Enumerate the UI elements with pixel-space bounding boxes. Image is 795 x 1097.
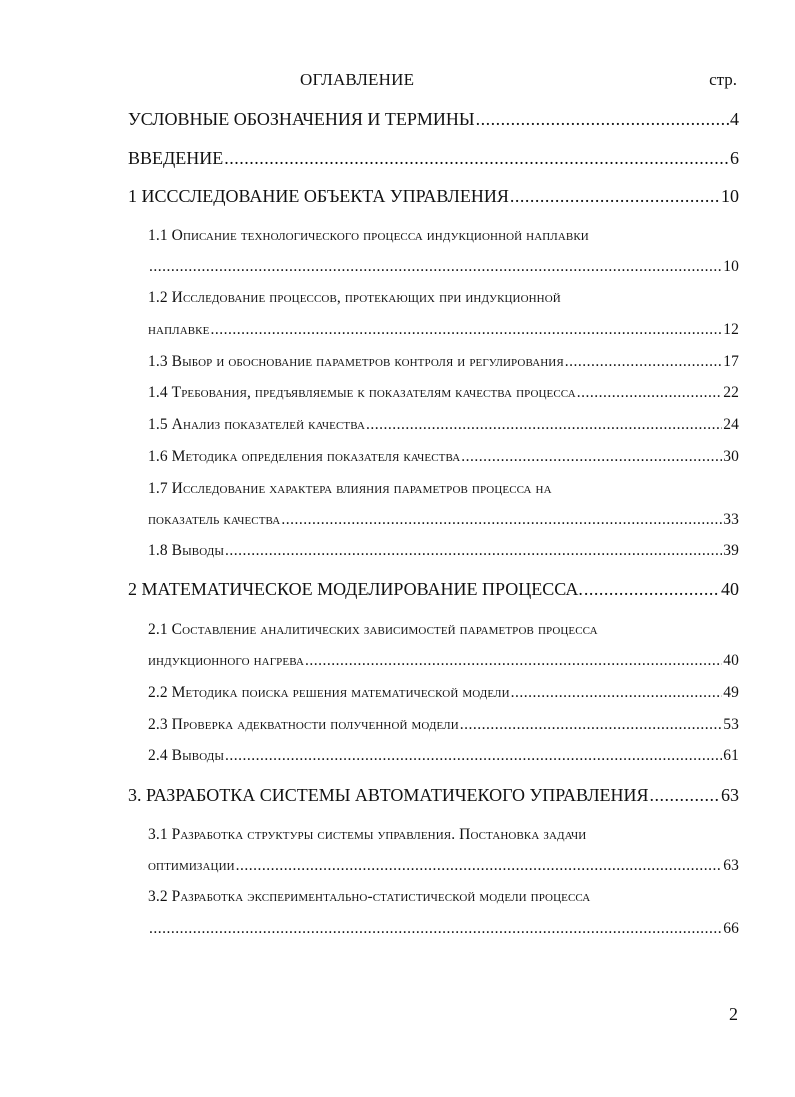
dot-leader: [225, 747, 722, 765]
dot-leader: [236, 857, 723, 875]
toc-entry-text: 1.4 Требования, предъявляемые к показателям качества процесса: [148, 384, 576, 401]
toc-entry-text: 2.1 Составление аналитических зависимостей параметров процесса: [148, 621, 598, 638]
toc-entry-text: 1.3 Выбор и обоснование параметров контроля и регулирования: [148, 353, 564, 370]
dot-leader: [305, 652, 722, 670]
toc-entry-page: 6: [730, 148, 739, 168]
toc-entry-page: 22: [723, 384, 739, 401]
dot-leader: [476, 109, 729, 130]
toc-title: ОГЛАВЛЕНИЕ: [300, 70, 415, 89]
dot-leader: [511, 684, 723, 702]
toc-entry-text-cont: показатель качества: [148, 511, 281, 528]
toc-entry: [148, 857, 739, 875]
toc-entry-page: 63: [721, 785, 739, 805]
page-column-label: стр.: [709, 70, 737, 89]
toc-entry-text: УСЛОВНЫЕ ОБОЗНАЧЕНИЯ И ТЕРМИНЫ: [128, 109, 475, 129]
dot-leader: [149, 258, 722, 276]
dot-leader: [149, 920, 722, 938]
toc-entry: [148, 684, 739, 702]
toc-entry-text: 1.5 Анализ показателей качества: [148, 416, 366, 433]
toc-entry-page: 17: [723, 353, 739, 370]
dot-leader: [225, 542, 722, 560]
toc-entry-text: 2 МАТЕМАТИЧЕСКОЕ МОДЕЛИРОВАНИЕ ПРОЦЕССА.: [128, 579, 583, 599]
toc-entry-text: 2.4 Выводы: [148, 747, 225, 764]
toc-entry-page: 49: [723, 684, 739, 701]
dot-leader: [281, 511, 722, 529]
toc-entry-text: 1 ИСССЛЕДОВАНИЕ ОБЪЕКТА УПРАВЛЕНИЯ: [128, 186, 509, 206]
dot-leader: [650, 785, 720, 806]
toc-entry: [148, 353, 739, 371]
toc-entry-page: 24: [723, 416, 739, 433]
toc-entry: [148, 321, 739, 339]
dot-leader: [577, 384, 723, 402]
toc-entry-page: 10: [721, 186, 739, 206]
toc-entry-text: 2.2 Методика поиска решения математической модели: [148, 684, 510, 701]
toc-entry: [128, 785, 739, 806]
toc-entry-text: 1.2 Исследование процессов, протекающих при индукционной: [148, 289, 561, 306]
toc-entry: [148, 511, 739, 529]
dot-leader: [510, 186, 720, 207]
toc-entry: [148, 652, 739, 670]
toc-entry: [148, 542, 739, 560]
dot-leader: [565, 353, 723, 371]
toc-entry-page: 33: [723, 511, 739, 528]
toc-entry: [128, 148, 739, 169]
toc-entry-text-cont: индукционного нагрева: [148, 652, 304, 669]
toc-entry-text: ВВЕДЕНИЕ: [128, 148, 224, 168]
toc-entry-text-cont: наплавке: [148, 321, 210, 338]
toc-entry-page: 40: [721, 579, 739, 599]
page-number: 2: [729, 1004, 738, 1024]
toc-entry: [148, 747, 739, 765]
dot-leader: [460, 716, 723, 734]
toc-entry-text-cont: оптимизации: [148, 857, 235, 874]
toc-entry-text: 3. РАЗРАБОТКА СИСТЕМЫ АВТОМАТИЧЕКОГО УПРАВЛЕНИЯ: [128, 785, 649, 805]
toc-entry: [148, 258, 739, 276]
toc-entry: [148, 448, 739, 466]
toc-entry-page: 53: [723, 716, 739, 733]
toc-entry-page: 66: [723, 920, 739, 937]
dot-leader: [224, 148, 729, 169]
toc-entry: [128, 579, 739, 600]
dot-leader: [584, 579, 720, 600]
toc-entry: [128, 109, 739, 130]
toc-entry: [128, 186, 739, 207]
toc-entry: [148, 716, 739, 734]
toc-entry-page: 39: [723, 542, 739, 559]
toc-entry: [148, 920, 739, 938]
toc-entry-text: 1.8 Выводы: [148, 542, 225, 559]
toc-entry-page: 4: [730, 109, 739, 129]
toc-entry-text: 3.1 Разработка структуры системы управления. Постановка задачи: [148, 826, 587, 843]
toc-entry-page: 30: [723, 448, 739, 465]
toc-entry: [148, 384, 739, 402]
toc-entry-text: 1.1 Описание технологического процесса индукционной наплавки: [148, 227, 589, 244]
toc-entry-text: 2.3 Проверка адекватности полученной модели: [148, 716, 459, 733]
toc-entry-page: 40: [723, 652, 739, 669]
toc-entry-page: 61: [723, 747, 739, 764]
toc-entry-page: 63: [723, 857, 739, 874]
toc-entry: [148, 416, 739, 434]
dot-leader: [210, 321, 722, 339]
toc-entry-text: 3.2 Разработка экспериментально-статистической модели процесса: [148, 888, 591, 905]
toc-entry-page: 12: [723, 321, 739, 338]
toc-entry-page: 10: [723, 258, 739, 275]
toc-entry-text: 1.7 Исследование характера влияния параметров процесса на: [148, 480, 552, 497]
toc-entry-text: 1.6 Методика определения показателя качества: [148, 448, 461, 465]
dot-leader: [366, 416, 722, 434]
dot-leader: [461, 448, 722, 466]
